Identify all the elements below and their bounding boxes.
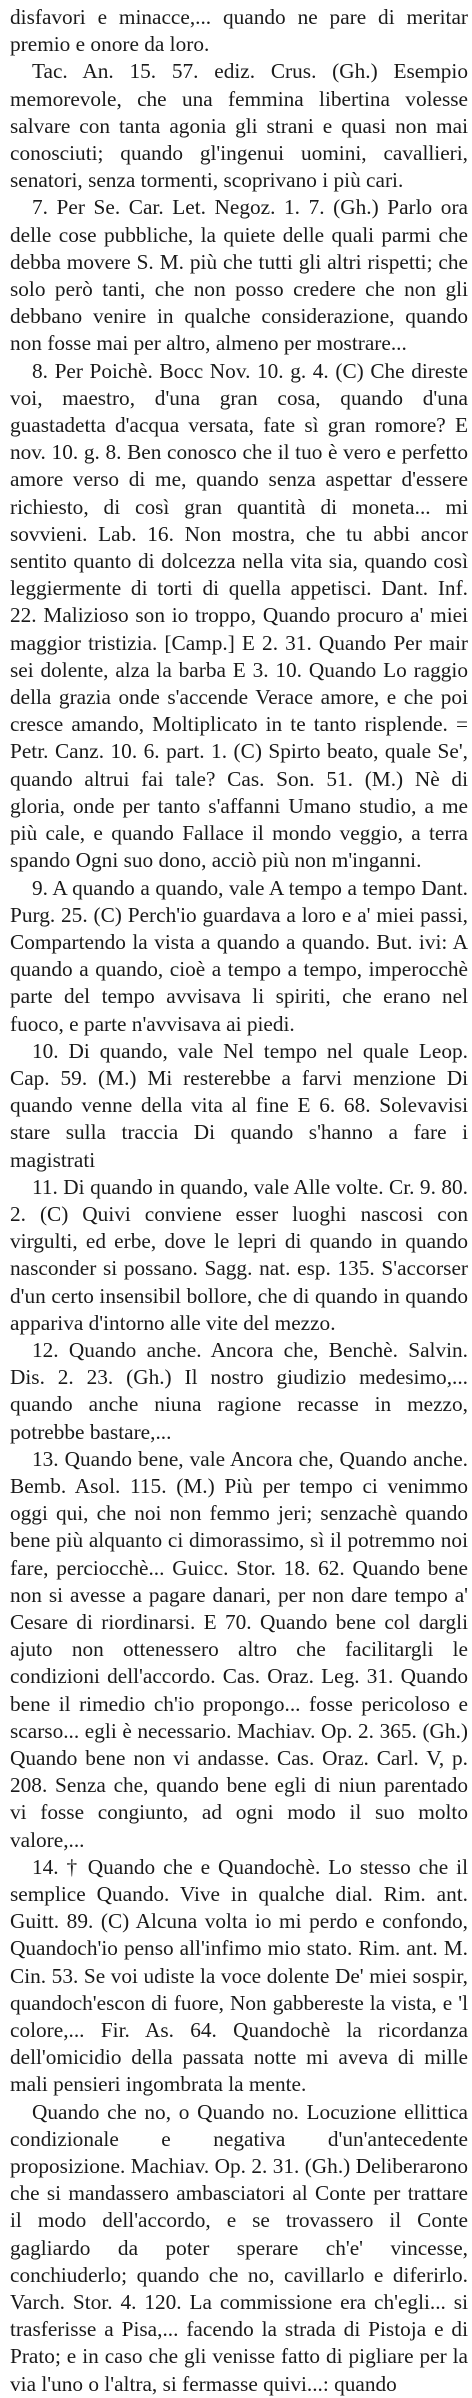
paragraph-sense-9: 9. A quando a quando, vale A tempo a tempo Dant. Purg. 25. (C) Perch'io guardava a loro e a' miei passi, Compartendo la vista a quando a quando. But. ivi: A quando a quando, cioè a tempo a tempo, imperocchè parte del tempo avvisava li spiriti, che erano nel fuoco, e parte n'avvisava ai piedi. bbox=[10, 875, 468, 1036]
paragraph-tacitus-citation: Tac. An. 15. 57. ediz. Crus. (Gh.) Esempio memorevole, che una femmina libertina volesse salvare con tanta agonia gli strani e quasi non mai conosciuti; quando gl'ingenui uomini, cavallieri, senatori, senza tormenti, scoprivano i più cari. bbox=[10, 59, 468, 193]
paragraph-sense-7: 7. Per Se. Car. Let. Negoz. 1. 7. (Gh.) Parlo ora delle cose pubbliche, la quiete delle quali parmi che debba movere S. M. più che tutti gli altri rispetti; che solo però tanti, che non posso credere che non gli debbano venire in qualche considerazione, quando non fosse mai per altro, almeno per mostrare... bbox=[10, 195, 468, 356]
paragraph-sense-14: 14. † Quando che e Quandochè. Lo stesso che il semplice Quando. Vive in qualche dial. Rim. ant. Guitt. 89. (C) Alcuna volta io mi perdo e confondo, Quandoch'io penso all'infimo mio stato. Rim. ant. M. Cin. 53. Se voi udiste la voce dolente De' miei sospir, quandoch'escon di fuore, Non gabbereste la vista, e 'l colore,... Fir. As. 64. Quandochè la ricordanza dell'omicidio della passata notte mi aveva di mille mali pensieri ingombrata la mente. bbox=[10, 1854, 468, 2097]
paragraph-sense-13: 13. Quando bene, vale Ancora che, Quando anche. Bemb. Asol. 115. (M.) Più per tempo ci venimmo oggi qui, che noi non femmo jeri; senzachè quando bene più alquanto ci dimorassimo, sì il potremmo noi fare, perciocchè... Guicc. Stor. 18. 62. Quando bene non si avesse a pagare danari, per non dare tempo a' Cesare di riordinarsi. E 70. Quando bene col dargli ajuto non ottenessero altro che facilitargli le condizioni dell'accordo. Cas. Oraz. Leg. 31. Quando bene il rimedio ch'io propongo... fosse pericoloso e scarso... egli è necessario. Machiav. Op. 2. 365. (Gh.) Quando bene non vi andasse. Cas. Oraz. Carl. V, p. 208. Senza che, quando bene egli di niun parentado vi fosse congiunto, ad ogni modo il suo molto valore,... bbox=[10, 1446, 468, 1852]
paragraph-sense-11: 11. Di quando in quando, vale Alle volte. Cr. 9. 80. 2. (C) Quivi conviene esser luoghi nascosi con virgulti, ed erbe, dove le lepri di quando in quando nasconder si possano. Sagg. nat. esp. 135. S'accorser d'un certo insensibil bollore, che di quando in quando appariva d'intorno alle vite del mezzo. bbox=[10, 1174, 468, 1335]
paragraph-sense-12: 12. Quando anche. Ancora che, Benchè. Salvin. Dis. 2. 23. (Gh.) Il nostro giudizio medesimo,... quando anche niuna ragione recasse in mezzo, potrebbe bastare,... bbox=[10, 1337, 468, 1444]
paragraph-sense-8: 8. Per Poichè. Bocc Nov. 10. g. 4. (C) Che direste voi, maestro, d'una gran cosa, quando d'una guastadetta d'acqua versata, fate sì gran romore? E nov. 10. g. 8. Ben conosco che il tuo è vero e perfetto amore verso di me, quando senza aspettar d'essere richiesto, di così gran quantità di moneta... mi sovvieni. Lab. 16. Non mostra, che tu abbi ancor sentito quanto di dolcezza nella vita sia, quando così leggiermente di torti di quella appetisci. Dant. Inf. 22. Malizioso son io troppo, Quando procuro a' miei maggior tristizia. [Camp.] E 2. 31. Quando Per mair sei dolente, alza la barba E 3. 10. Quando Lo raggio della grazia onde s'accende Verace amore, e che poi cresce amando, Moltiplicato in te tanto risplende. = Petr. Canz. 10. 6. part. 1. (C) Spirto beato, quale Se', quando altrui fai tale? Cas. Son. 51. (M.) Nè di gloria, onde per tanto s'affanni Umano studio, a me più cale, e quando Fallace il mondo veggio, a terra spando Ogni suo dono, acciò più non m'inganni. bbox=[10, 358, 468, 873]
paragraph-quando-che-no: Quando che no, o Quando no. Locuzione ellittica condizionale e negativa d'un'antecedente proposizione. Machiav. Op. 2. 31. (Gh.) Deliberarono che si mandassero ambasciatori al Conte per trattare il modo dell'accordo, e se trovassero il Conte gagliardo da poter sperare ch'e' vincesse, conchiuderlo; quando che no, cavillarlo e diferirlo. Varch. Stor. 4. 120. La commissione era ch'egli... si trasferisse a Pisa,... facendo la strada di Pistoja e di Prato; e in caso che gli venisse fatto di pigliare per la via l'uno o l'altra, si fermasse quivi...: quando bbox=[10, 2099, 468, 2396]
paragraph-continuation: disfavori e minacce,... quando ne pare di meritar premio e onore da loro. bbox=[10, 5, 468, 57]
paragraph-sense-10: 10. Di quando, vale Nel tempo nel quale Leop. Cap. 59. (M.) Mi resterebbe a farvi menzione Di quando venne della vita al fine E 6. 68. Solevavisi stare sulla traccia Di quando s'hanno a fare i magistrati bbox=[10, 1038, 468, 1172]
